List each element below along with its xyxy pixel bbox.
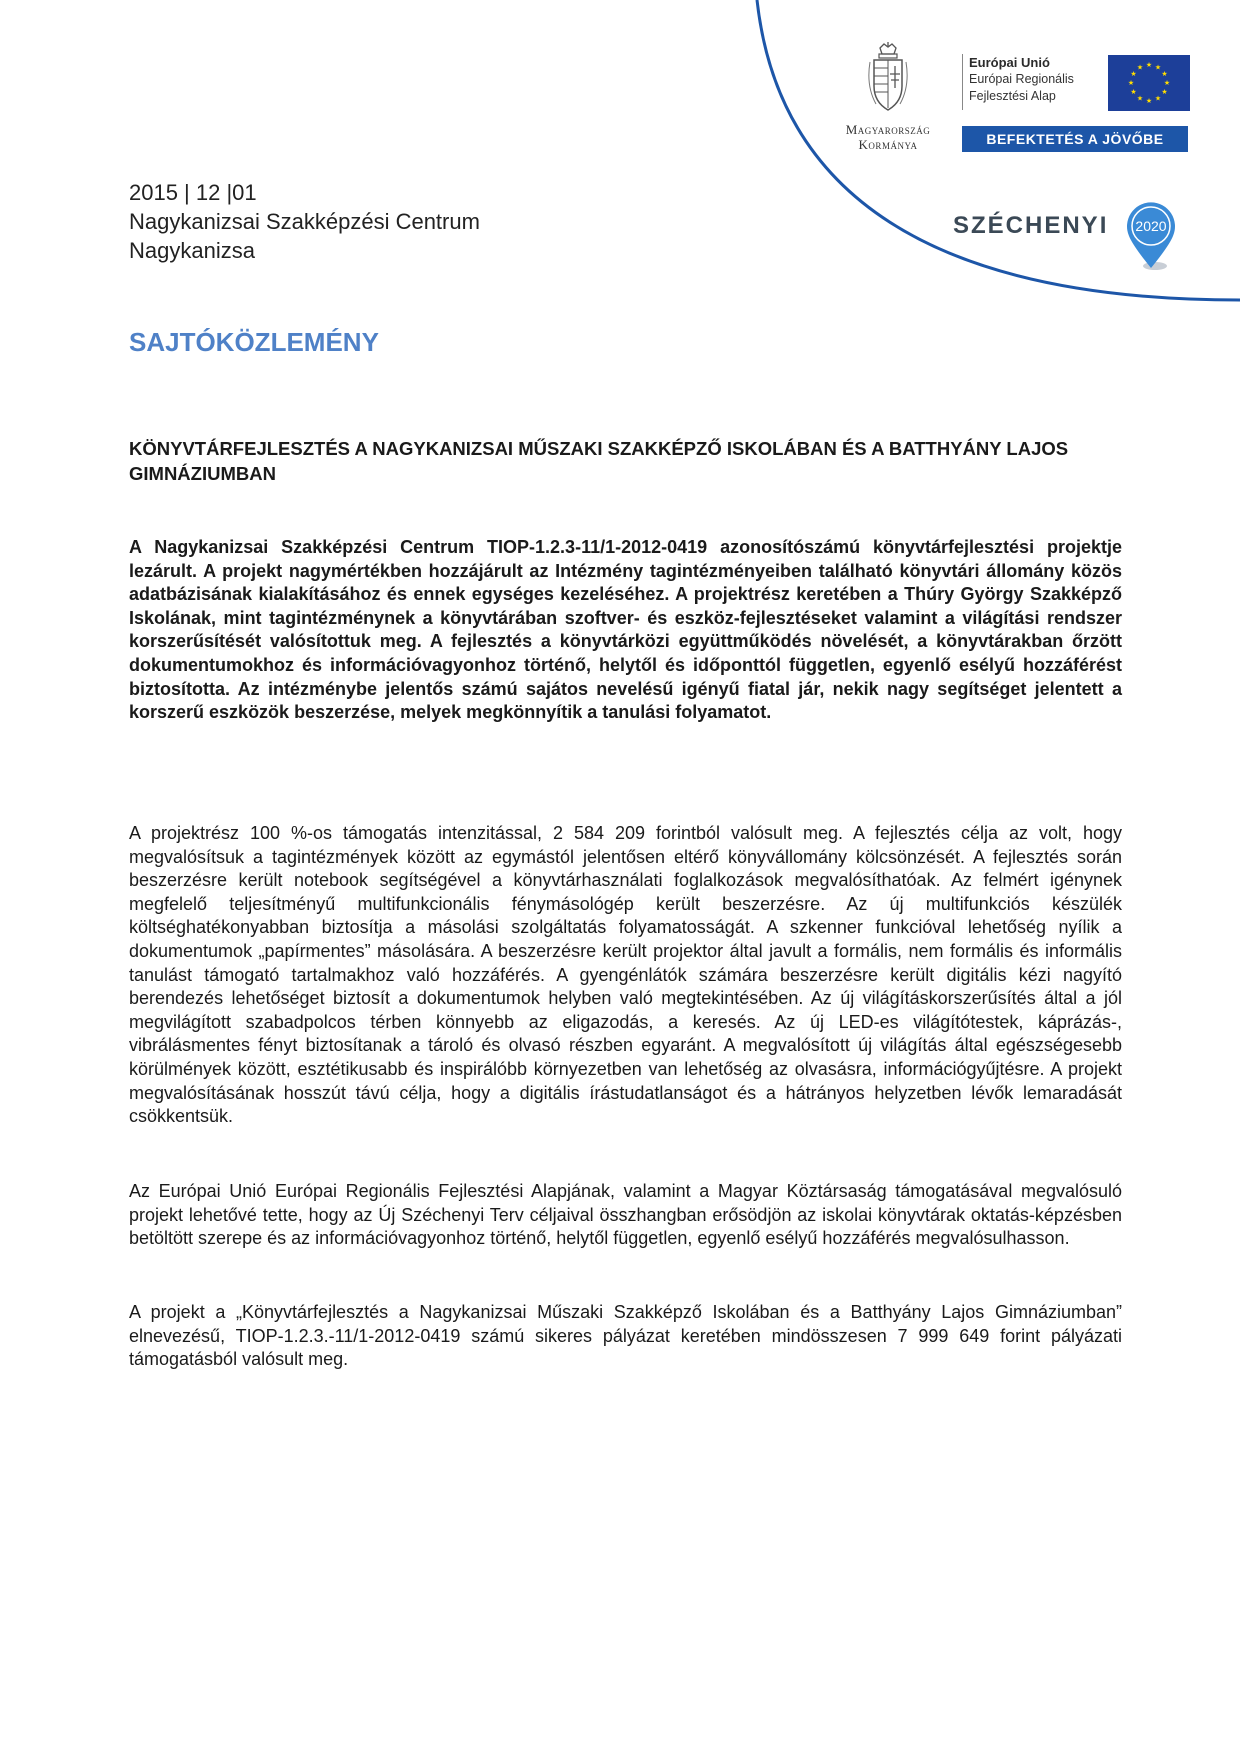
location-pin-icon (1111, 196, 1191, 276)
eu-fund-line1: Európai Regionális (969, 72, 1074, 86)
svg-text:★: ★ (1145, 97, 1153, 105)
svg-text:★: ★ (1163, 79, 1171, 87)
funding-paragraph: Az Európai Unió Európai Regionális Fejlesztési Alapjának, valamint a Magyar Köztársaság támogatásával megvalósuló projekt lehetővé tette, hogy az Új Széchenyi Terv céljaival összhangban erősödjön az iskolai könyvtárak oktatás-képzésben betöltött szerepe és az információvagyonhoz történő, helytől független, egyenlő esélyű hozzáférés megvalósulhasson. (129, 1181, 1122, 1249)
svg-text:★: ★ (1127, 79, 1135, 87)
press-release-title: SAJTÓKÖZLEMÉNY (129, 327, 379, 357)
closing-paragraph: A projekt a „Könyvtárfejlesztés a Nagykanizsai Műszaki Szakképző Iskolában és a Batthyány Lajos Gimnáziumban” elnevezésű, TIOP-1.2.3.-11/1-2012-0419 számú sikeres pályázat keretében mindösszesen 7 999 649 forint pályázati támogatásból valósult meg. (129, 1302, 1122, 1370)
svg-text:★: ★ (1145, 61, 1153, 69)
eu-title: Európai Unió (969, 55, 1050, 70)
coat-of-arms-icon (866, 42, 910, 118)
crest-text-line2: Kormánya (858, 137, 918, 152)
svg-text:★: ★ (1154, 63, 1162, 72)
szechenyi-year: 2020 (1135, 218, 1167, 234)
svg-text:★: ★ (1136, 94, 1144, 103)
organization: Nagykanizsai Szakképzési Centrum (129, 209, 480, 234)
decorative-arc (0, 0, 1240, 340)
city: Nagykanizsa (129, 238, 255, 263)
svg-text:★: ★ (1136, 63, 1144, 72)
eu-flag-icon (1108, 55, 1190, 111)
svg-text:★: ★ (1161, 88, 1168, 96)
details-paragraph: A projektrész 100 %-os támogatás intenzitással, 2 584 209 forintból valósult meg. A fejlesztés célja az volt, hogy megvalósítsuk a tagintézmények között az egymástól jelentősen eltérő könyvállomány kölcsönzését. A fejlesztés során beszerzésre került notebook segítségével a könyvtárhasználati foglalkozások megvalósíthatóak. Az felmért igénynek megfelelő teljesítményű multifunkcionális fénymásológép került beszerzésre. Az új multifunkciós készülék költséghatékonyabban biztosítja a másolási szolgáltatás folyamatosságát. A szkenner funkcióval lehetőség nyílik a dokumentumok „papírmentes” másolására. A beszerzésre került projektor által javult a formális, nem formális és informális tanulást támogató tartalmakhoz való hozzáférés. A gyengénlátók számára beszerzésre került digitális kézi nagyító berendezés lehetőséget biztosít a dokumentumok helyben való megtekintésében. Az új világításkorszerűsítés által a jól megvilágított szabadpolcos térben könnyebb az eligazodás, a keresés. Az új LED-es világítótestek, káprázás-, vibrálásmentes fényt biztosítanak a tároló és olvasó részben egyaránt. A megvalósított új világítás által egészségesebb körülmények között, esztétikusabb és inspirálóbb környezetben van lehetőség az olvasásra, információgyűjtésre. A projekt megvalósításának hosszút távú célja, hogy a digitális írástudatlanságot és a hátrányos helyzetben lévők lemaradását csökkentsük. (129, 823, 1122, 1127)
crest-text-line1: Magyarország (845, 122, 931, 137)
svg-text:★: ★ (1161, 70, 1168, 78)
intro-paragraph: A Nagykanizsai Szakképzési Centrum TIOP-1.2.3-11/1-2012-0419 azonosítószámú könyvtárfejlesztési projektje lezárult. A projekt nagymértékben hozzájárult az Intézmény tagintézményeiben található könyvtári állomány közös adatbázisának kialakításához és ennek egységes kezeléséhez. A projektrész keretében a Thúry György Szakképző Iskolának, mint tagintézménynek a könyvtárában szoftver- és eszköz-fejlesztéseket valamint a világítási rendszer korszerűsítését valósítottuk meg. A fejlesztés a könyvtárközi együttműködés növelését, a könyvtárakban őrzött dokumentumokhoz és információvagyonhoz történő, helytől és időponttól független, egyenlő esélyű hozzáférést biztosította. Az intézménybe jelentős számú sajátos nevelésű igényű fiatal jár, nekik nagy segítséget jelentett a korszerű eszközök beszerzése, melyek megkönnyítik a tanulási folyamatot. (129, 537, 1122, 723)
eu-fund-line2: Fejlesztési Alap (969, 89, 1056, 103)
svg-text:★: ★ (1130, 70, 1137, 78)
hungarian-government-logo (828, 42, 948, 152)
szechenyi-word: SZÉCHENYI (953, 212, 1109, 239)
headline: KÖNYVTÁRFEJLESZTÉS A NAGYKANIZSAI MŰSZAKI SZAKKÉPZŐ ISKOLÁBAN ÉS A BATTHYÁNY LAJOS GIMNÁZIUMBAN (129, 438, 1069, 484)
eu-slogan-banner: BEFEKTETÉS A JÖVŐBE (962, 126, 1188, 152)
document-header (129, 178, 480, 265)
date: 2015 | 12 |01 (129, 180, 257, 205)
svg-text:★: ★ (1130, 88, 1137, 96)
svg-text:★: ★ (1154, 94, 1162, 103)
